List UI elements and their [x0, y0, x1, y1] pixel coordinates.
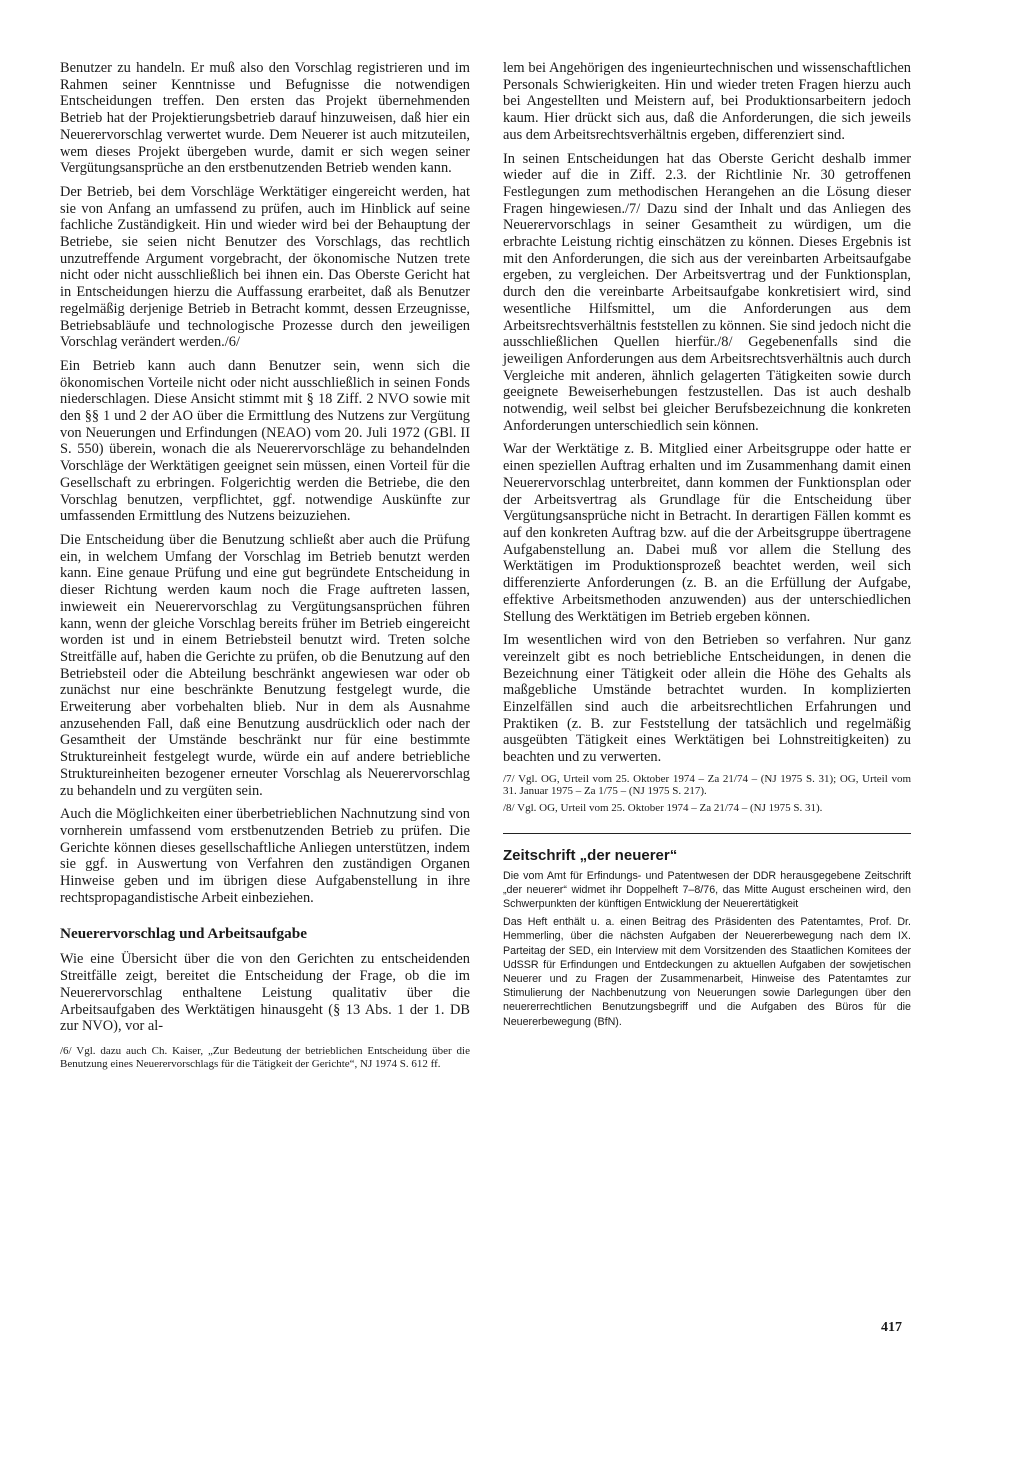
footnote: /8/ Vgl. OG, Urteil vom 25. Oktober 1974 – Za 21/74 – (NJ 1975 S. 31). — [503, 802, 823, 815]
body-paragraph: War der Werktätige z. B. Mitglied einer Arbeitsgruppe oder hatte er einen speziellen Auftrag erhalten und im Zusammenhang damit einen Neuerervorschlag unterbreitet, dann kommen der Funktionsplan oder der Arbeitsvertrag als Grundlage für die Entscheidung über Vergütungsansprüche nicht in Betracht. In derartigen Fällen kommt es auf den konkreten Auftrag bzw. auf die der Arbeitsgruppe übertragene Aufgabenstellung an. Dabei muß vor allem die Stellung des Werktätigen im Produktionsprozeß beachtet werden, weil sich differenzierte Anforderungen (z. B. an die Erfüllung der Aufgabe, effektive Arbeitsmethoden anzuwenden) aus der unterschiedlichen Stellung des Werktätigen im Betrieb ergeben können. — [503, 441, 911, 625]
footnote: /6/ Vgl. dazu auch Ch. Kaiser, „Zur Bedeutung der betrieblichen Entscheidung über die Benutzung eines Neuerervorschlags für die Tätigkeit der Gerichte“, NJ 1974 S. 612 ff. — [60, 1044, 470, 1070]
body-paragraph: In seinen Entscheidungen hat das Oberste Gericht deshalb immer wieder auf die in Ziff. 2.3. der Richtlinie Nr. 30 getroffenen Festlegungen zum methodischen Herangehen an die Lösung dieser Fragen hingewiesen./7/ Dazu sind der Inhalt und das Anliegen des Neuerervorschlags in seiner Gesamtheit zu würdigen, um die erbrachte Leistung richtig einschätzen zu können. Dieses Ergebnis ist mit den Anforderungen, die sich aus der vereinbarten Arbeitsaufgabe ergeben, zu vergleichen. Der Arbeitsvertrag und der Funktionsplan, durch den die vereinbarte Arbeitsaufgabe konkretisiert wird, sind wesentliche Hilfsmittel, um die Anforderungen aus dem Arbeitsrechtsverhältnis feststellen zu können. Sie sind jedoch nicht die ausschließlichen Quellen hierfür./8/ Gegebenenfalls sind die jeweiligen Anforderungen aus dem Arbeitsrechtsverhältnis auch durch Vergleiche mit anderen, ähnlich gelagerten Tätigkeiten sowie durch geeignete Beweiserhebungen festzustellen. Das ist auch deshalb notwendig, weil selbst bei gleicher Berufsbezeichnung die konkreten Anforderungen unterschiedlich sein können. — [503, 150, 911, 434]
body-paragraph: Die Entscheidung über die Benutzung schließt aber auch die Prüfung ein, in welchem Umfang der Vorschlag im Betrieb benutzt werden kann. Eine genaue Prüfung und eine gut begründete Entscheidung in dieser Richtung werden kaum noch die Frage auftreten lassen, inwieweit ein Neuerervorschlag zu Vergütungsansprüchen führen kann, wenn der gleiche Vorschlag bereits früher im Betrieb eingereicht worden ist und in einem Betriebsteil benutzt wird. Treten solche Streitfälle auf, haben die Gerichte zu prüfen, ob die Benutzung auf den Betriebsteil oder die Abteilung beschränkt angewiesen war oder ob zunächst nur eine beschränkte Benutzung festgelegt wurde, die Erweiterung aber vorbehalten blieb. Nur in dem als Ausnahme anzusehenden Fall, daß eine Benutzung ausdrücklich oder nach der Gesamtheit der Umstände beschränkt nur für eine bestimmte Struktureinheit festgelegt wurde, würde ein auf andere betriebliche Struktureinheiten bezogener erneuter Vorschlag als Neuerervorschlag zu behandeln und zu vergüten sein. — [60, 531, 470, 799]
announcement-paragraph: Die vom Amt für Erfindungs- und Patentwesen der DDR herausgegebene Zeitschrift „der neuerer“ widmet ihr Doppelheft 7–8/76, das Mitte August erscheinen wird, den Schwerpunkten der künftigen Entwicklung der Neuerertätigkeit — [503, 869, 911, 911]
announcement-paragraph: Das Heft enthält u. a. einen Beitrag des Präsidenten des Patentamtes, Prof. Dr. Hemmerling, über die nächsten Aufgaben der Neuererbewegung nach dem IX. Parteitag der SED, ein Interview mit dem Vorsitzenden des Staatlichen Komitees der UdSSR für Erfindungen und Entdeckungen zu aktuellen Aufgaben der sowjetischen Neuerer und zu Fragen der Zusammenarbeit, Hinweise des Patentamtes zur Stimulierung der Nachbenutzung von Neuerungen sowie Darlegungen über den neuererrechtlichen Benutzungsbegriff und die Aufgaben des Büros für die Neuererbewegung (BfN). — [503, 916, 911, 1028]
body-paragraph: Ein Betrieb kann auch dann Benutzer sein, wenn sich die ökonomischen Vorteile nicht oder nicht ausschließlich in seinen Fonds niederschlagen. Diese Ansicht stimmt mit § 18 Ziff. 2 NVO sowie mit den §§ 1 und 2 der AO über die Ermittlung des Nutzens zur Vergütung von Neuerungen und Erfindungen (NEAO) vom 20. Juli 1972 (GBl. II S. 550) überein, wonach die als Neuerervorschläge zu behandelnden Vorschläge der Werktätigen geeignet sein müssen, einen Vorteil für die Gesellschaft zu erbringen. Folgerichtig werden die Betriebe, die den Vorschlag benutzen, verpflichtet, ggf. notwendige Auskünfte zur umfassenden Ermittlung des Nutzens beizuziehen. — [60, 357, 470, 525]
right-column — [503, 60, 911, 1033]
body-paragraph: Benutzer zu handeln. Er muß also den Vorschlag registrieren und im Rahmen seiner Kenntnisse und Befugnisse die notwendigen Entscheidungen treffen. Den ersten das Projekt übernehmenden Betrieb hat der Projektierungsbetrieb darauf hinzuweisen, daß hier ein Neuerervorschlag verwertet wurde. Dem Neuerer ist auch mitzuteilen, wem dieses Projekt übergeben wurde, damit er sich wegen seiner Vergütungsansprüche an den erstbenutzenden Betrieb wenden kann. — [60, 60, 470, 177]
body-paragraph: Der Betrieb, bei dem Vorschläge Werktätiger eingereicht werden, hat sie von Anfang an umfassend zu prüfen, auch im Hinblick auf seine fachliche Zuständigkeit. Hin und wieder wird bei der Behauptung der Betriebe, sie seien nicht Benutzer des Vorschlags, das rechtlich unzutreffende Argument vorgebracht, der ökonomische Nutzen trete nicht oder nicht ausschließlich bei ihnen ein. Das Oberste Gericht hat in Entscheidungen hierzu die Auffassung erarbeitet, daß als Benutzer regelmäßig derjenige Betrieb in Betracht kommt, dessen Erzeugnisse, Betriebsabläufe und technologische Prozesse durch den jeweiligen Vorschlag verändert werden./6/ — [60, 183, 470, 351]
body-paragraph: Im wesentlichen wird von den Betrieben so verfahren. Nur ganz vereinzelt gibt es noch betriebliche Entscheidungen, in denen die Bezeichnung einer Tätigkeit oder allein die Höhe des Gehalts als maßgebliche Umstände betrachtet wurden. In komplizierten Einzelfällen sind auch die arbeitsrechtlichen Erfahrungen und Praktiken (z. B. zur Feststellung der tatsächlich und regelmäßig ausgeübten Tätigkeit eines Werktätigen bei Lohnstreitigkeiten) zu beachten und zu verwerten. — [503, 632, 911, 766]
announcement-box — [503, 846, 911, 1029]
left-column — [60, 60, 470, 1074]
body-paragraph: Wie eine Übersicht über die von den Gerichten zu entscheidenden Streitfälle zeigt, bereitet die Entscheidung der Frage, ob die im Neuerervorschlag enthaltene Leistung qualitativ über die Arbeitsaufgaben des Werktätigen hinausgeht (§ 13 Abs. 1 der 1. DB zur NVO), vor al- — [60, 951, 470, 1035]
announcement-title: Zeitschrift „der neuerer“ — [503, 846, 678, 864]
body-paragraph: lem bei Angehörigen des ingenieurtechnischen und wissenschaftlichen Personals Schwierigkeiten. Hin und wieder treten Fragen hierzu auch bei Angestellten und Meistern auf, bei Produktionsarbeitern jedoch kaum. Hier drückt sich aus, daß die Anforderungen, die sich jeweils aus dem Arbeitsrechtsverhältnis ergeben, differenziert sind. — [503, 60, 911, 143]
body-paragraph: Auch die Möglichkeiten einer überbetrieblichen Nachnutzung sind von vornherein umfassend vom erstbenutzenden Betrieb zu prüfen. Die Gerichte können dieses gesellschaftliche Anliegen unterstützen, indem sie ggf. in Auswertung von Verfahren den zuständigen Organen Hinweise geben und im übrigen diese Aufgabenstellung in ihre rechtspropagandistische Arbeit einbeziehen. — [60, 806, 470, 906]
section-heading: Neuerervorschlag und Arbeitsaufgabe — [60, 925, 307, 943]
section-divider — [503, 833, 911, 834]
page-number: 417 — [881, 1320, 902, 1335]
footnote: /7/ Vgl. OG, Urteil vom 25. Oktober 1974 – Za 21/74 – (NJ 1975 S. 31); OG, Urteil vom 31. Januar 1975 – Za 1/75 – (NJ 1975 S. 217). — [503, 772, 911, 798]
